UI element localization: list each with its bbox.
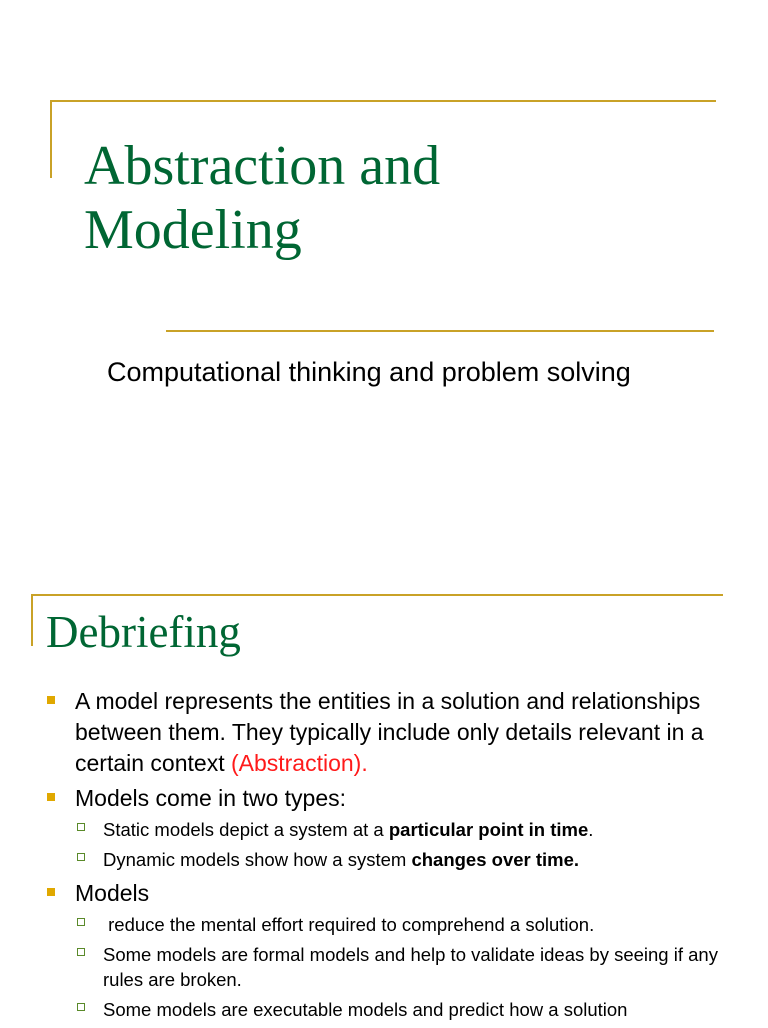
sub-bullet-text: Some models are formal models and help to validate ideas by seeing if any rules are broken. [103,944,718,990]
list-item [44,878,734,1022]
square-bullet-icon [47,696,55,704]
sub-bullet-text: Static models depict a system at a [103,819,389,840]
slide-title-line-2: Modeling [84,199,302,261]
frame-top-line [31,594,723,596]
sub-bullet-bold: particular point in time [388,819,589,840]
sub-bullet-text: Some models are executable models and predict how a solution [103,999,628,1020]
bullet-list [44,686,734,1028]
title-slide [0,0,768,512]
bullet-text: A model represents the entities in a solution and relationships between them. They typically include only details relevant in a certain context [75,688,704,776]
list-item [44,686,734,779]
list-item [75,847,734,872]
hollow-square-bullet-icon [77,853,85,861]
sub-bullet-bold: changes over time. [411,849,580,870]
sub-bullet-text: Dynamic models show how a system [103,849,412,870]
debriefing-title: Debriefing [46,607,241,657]
hollow-square-bullet-icon [77,948,85,956]
frame-left-line [31,594,33,646]
sub-bullet-list [75,817,734,872]
list-item [75,912,734,937]
debriefing-slide [0,512,768,1024]
frame-left-line [50,100,52,178]
bullet-text: Models [75,880,150,906]
slide-title-line-1: Abstraction and [84,135,441,197]
square-bullet-icon [47,793,55,801]
hollow-square-bullet-icon [77,823,85,831]
list-item [75,942,734,992]
list-item [75,817,734,842]
subtitle-divider [166,330,714,332]
frame-top-line [50,100,716,102]
sub-bullet-text: reduce the mental effort required to comprehend a solution. [103,914,595,935]
list-item [75,997,734,1022]
sub-bullet-text: . [588,819,594,840]
slide-subtitle: Computational thinking and problem solving [107,357,631,387]
abstraction-highlight: (Abstraction). [230,750,368,776]
list-item [44,783,734,872]
sub-bullet-list [75,912,734,1022]
hollow-square-bullet-icon [77,1003,85,1011]
hollow-square-bullet-icon [77,918,85,926]
bullet-text: Models come in two types: [75,785,347,811]
slide-title [84,134,440,262]
square-bullet-icon [47,888,55,896]
